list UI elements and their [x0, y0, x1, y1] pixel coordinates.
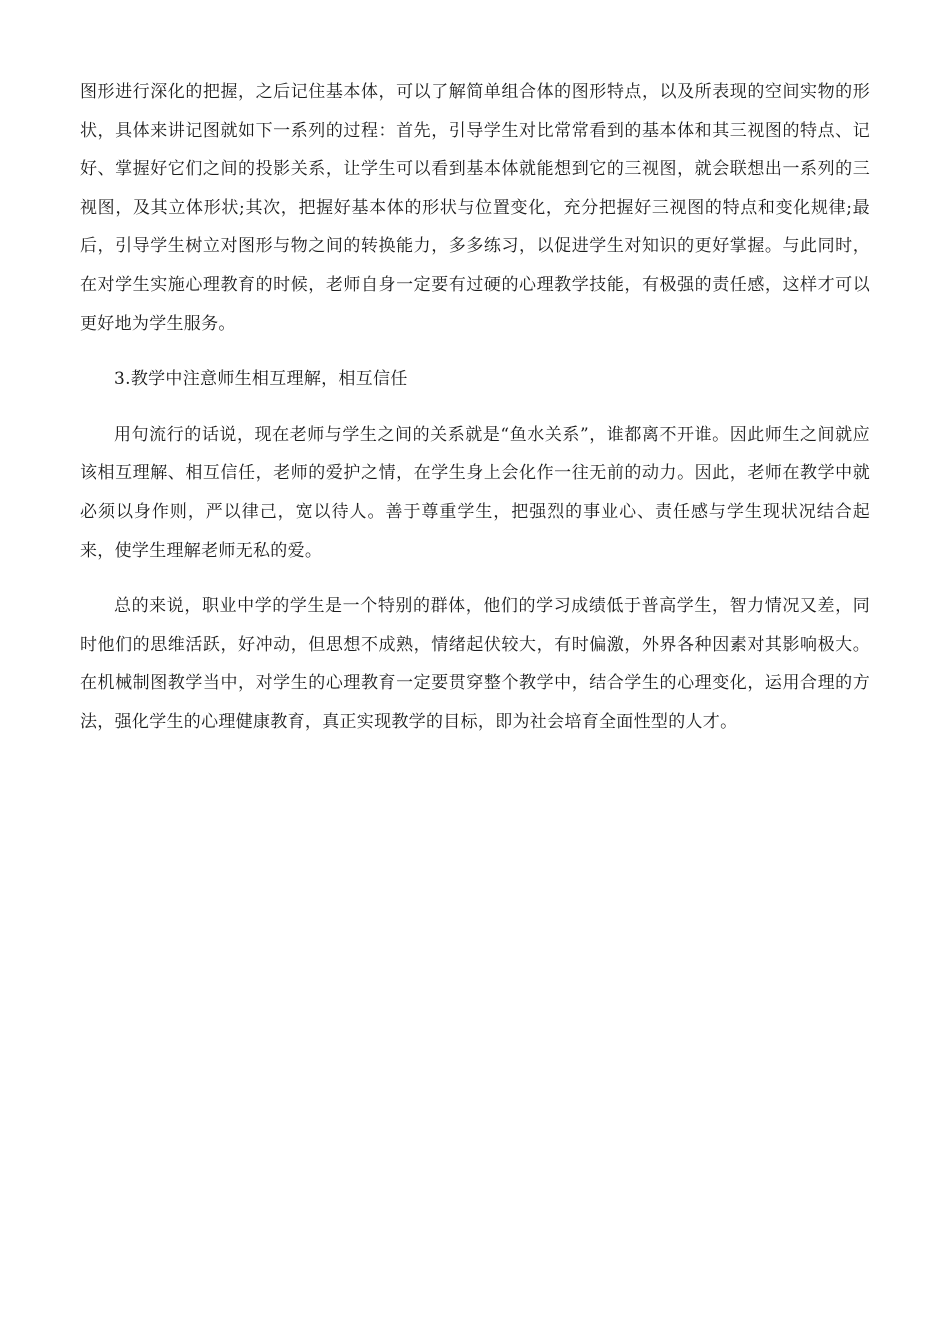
section-heading: 3.教学中注意师生相互理解，相互信任: [114, 369, 408, 390]
paragraph-teacher-student: 用句流行的话说，现在老师与学生之间的关系就是“鱼水关系”，谁都离不开谁。因此师生之间就应该相互理解、相互信任，老师的爱护之情，在学生身上会化作一往无前的动力。因此，老师在教学中就必须以身作则，严以律己，宽以待人。善于尊重学生，把强烈的事业心、责任感与学生现状况结合起来，使学生理解老师无私的爱。: [80, 424, 870, 561]
document-body: [80, 73, 870, 759]
paragraph-conclusion: 总的来说，职业中学的学生是一个特别的群体，他们的学习成绩低于普高学生，智力情况又差，同时他们的思维活跃，好冲动，但思想不成熟，情绪起伏较大，有时偏激，外界各种因素对其影响极大。在机械制图教学当中，对学生的心理教育一定要贯穿整个教学中，结合学生的心理变化，运用合理的方法，强化学生的心理健康教育，真正实现教学的目标，即为社会培育全面性型的人才。: [80, 596, 870, 732]
paragraph-continuation: 图形进行深化的把握，之后记住基本体，可以了解简单组合体的图形特点，以及所表现的空间实物的形状，具体来讲记图就如下一系列的过程：首先，引导学生对比常常看到的基本体和其三视图的特点、记好、掌握好它们之间的投影关系，让学生可以看到基本体就能想到它的三视图，就会联想出一系列的三视图，及其立体形状;其次，把握好基本体的形状与位置变化，充分把握好三视图的特点和变化规律;最后，引导学生树立对图形与物之间的转换能力，多多练习，以促进学生对知识的更好掌握。与此同时，在对学生实施心理教育的时候，老师自身一定要有过硬的心理教学技能，有极强的责任感，这样才可以更好地为学生服务。: [80, 82, 870, 334]
